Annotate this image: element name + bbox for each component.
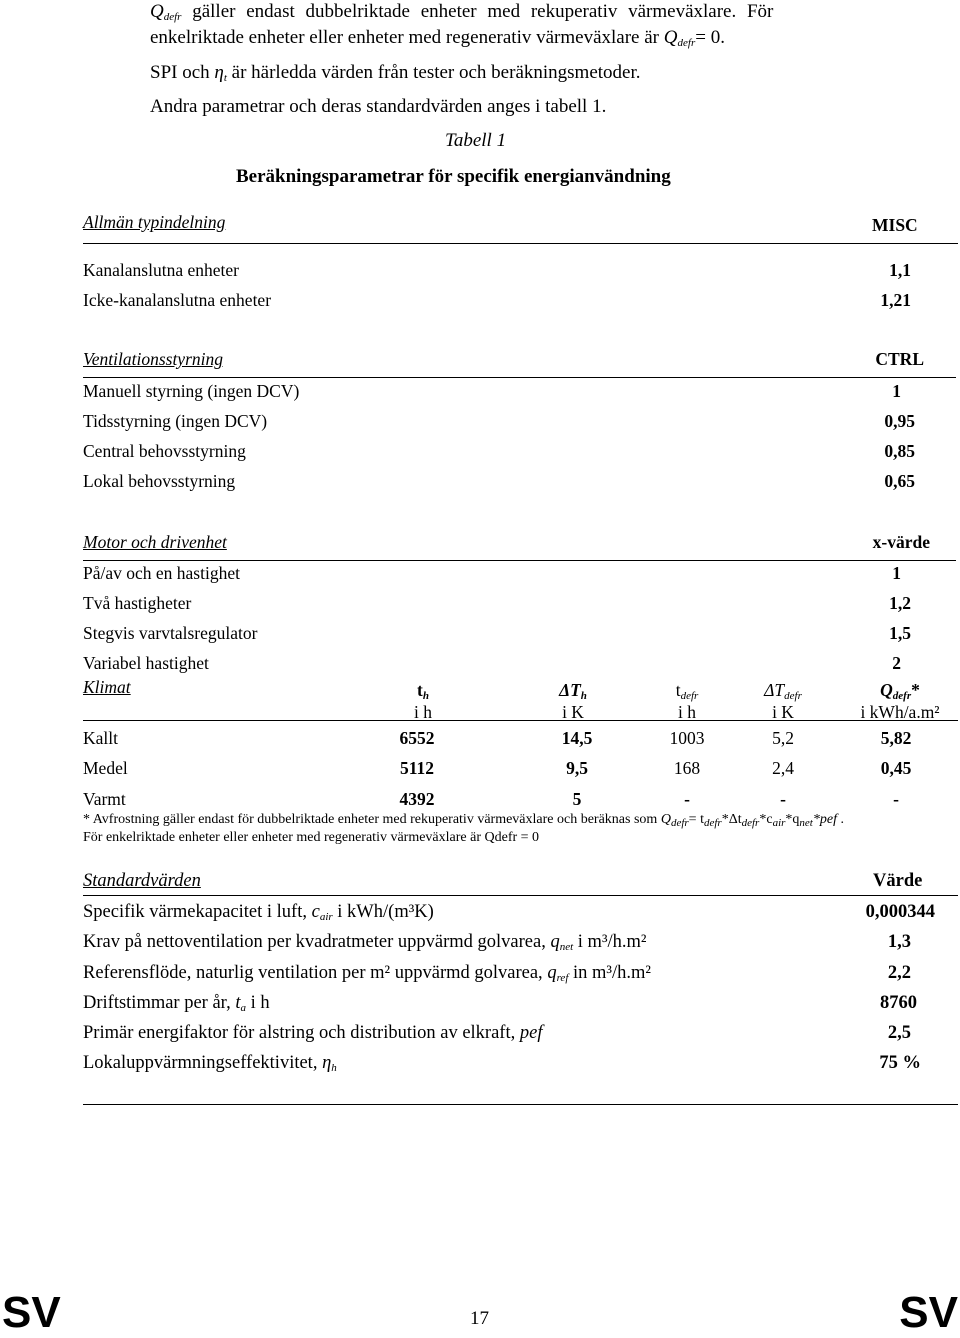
row-label: Tidsstyrning (ingen DCV) bbox=[83, 411, 268, 431]
climate-cell: 5 bbox=[572, 789, 582, 809]
standard-row bbox=[83, 1053, 943, 1081]
std-label: Driftstimmar per år, bbox=[83, 993, 236, 1013]
std-symbol: q bbox=[550, 932, 560, 952]
table-row bbox=[83, 563, 933, 589]
dtdefr-unit: i K bbox=[772, 702, 794, 722]
std-symbol: pef bbox=[519, 1023, 543, 1043]
tdefr-unit: i h bbox=[678, 702, 696, 722]
footnote-dt: *Δt bbox=[721, 812, 742, 827]
std-symbol: c bbox=[311, 902, 320, 922]
col-dtdefr-header bbox=[738, 680, 828, 723]
section-standard-col: Värde bbox=[873, 871, 923, 891]
std-symbol: t bbox=[235, 993, 241, 1013]
dth-symbol: ΔT bbox=[559, 680, 581, 700]
climate-cell: - bbox=[893, 789, 899, 809]
intro-text-1: gäller endast dubbelriktade enheter med rekuperativ värmeväxlare. För bbox=[181, 1, 774, 22]
q-defr-symbol-2: Q bbox=[663, 27, 678, 48]
row-label: Manuell styrning (ingen DCV) bbox=[83, 381, 300, 401]
std-subscript: ref bbox=[556, 972, 569, 984]
climate-row-label: Medel bbox=[83, 758, 128, 778]
standard-row bbox=[83, 1023, 943, 1051]
table-row bbox=[83, 471, 933, 497]
table-row bbox=[83, 593, 933, 619]
footnote-text: * Avfrostning gäller endast för dubbelriktade enheter med rekuperativ värmeväxlare och beräknas som bbox=[83, 812, 661, 827]
std-subscript: a bbox=[240, 1002, 246, 1014]
table-caption: Tabell 1 bbox=[445, 130, 507, 151]
row-label: Två hastigheter bbox=[83, 593, 192, 613]
q-defr-subscript: defr bbox=[163, 11, 182, 23]
divider bbox=[83, 1104, 958, 1105]
std-value: 1,3 bbox=[887, 932, 911, 952]
climate-cell: 2,4 bbox=[772, 758, 794, 778]
footer-lang-right: SV bbox=[899, 1288, 958, 1337]
section-standard-heading: Standardvärden bbox=[83, 871, 201, 891]
section-motor-heading: Motor och drivenhet bbox=[83, 532, 227, 552]
climate-cell: 1003 bbox=[669, 728, 705, 748]
eta-symbol: η bbox=[214, 62, 224, 83]
qdefr-star: * bbox=[911, 680, 920, 700]
climate-cell: 6552 bbox=[399, 728, 435, 748]
table-row bbox=[83, 441, 933, 467]
tdefr-subscript: defr bbox=[680, 690, 699, 702]
std-label: Referensflöde, naturlig ventilation per m² uppvärmd golvarea, bbox=[83, 963, 548, 983]
intro-text-3a: SPI och bbox=[150, 62, 215, 83]
divider bbox=[83, 895, 958, 896]
std-subscript: air bbox=[319, 911, 333, 923]
standard-row bbox=[83, 963, 943, 991]
climate-cell: 4392 bbox=[399, 789, 435, 809]
standard-row bbox=[83, 902, 943, 930]
footnote-q-net: *q bbox=[785, 812, 800, 827]
table-row bbox=[83, 411, 933, 437]
std-value: 2,2 bbox=[887, 963, 911, 983]
table-row bbox=[83, 381, 933, 407]
divider bbox=[83, 720, 958, 721]
row-value: 1 bbox=[892, 563, 901, 583]
row-value: 0,95 bbox=[884, 411, 915, 431]
std-label: Primär energifaktor för alstring och distribution av elkraft, bbox=[83, 1023, 520, 1043]
intro-line-2 bbox=[150, 26, 725, 55]
climate-row-label: Varmt bbox=[83, 789, 126, 809]
footnote-q: Q bbox=[660, 812, 671, 827]
section-general-col: MISC bbox=[872, 215, 918, 235]
climate-cell: - bbox=[780, 789, 786, 809]
page-number: 17 bbox=[470, 1308, 489, 1329]
climate-cell: 0,45 bbox=[880, 758, 912, 778]
intro-text-2-end: = 0. bbox=[695, 27, 725, 48]
row-label: Kanalanslutna enheter bbox=[83, 260, 239, 280]
row-value: 1,5 bbox=[889, 623, 911, 643]
dth-unit: i K bbox=[562, 702, 584, 722]
climate-cell: - bbox=[684, 789, 690, 809]
std-subscript: net bbox=[559, 941, 574, 953]
footnote-defrost: * Avfrostning gäller endast för dubbelriktade enheter med rekuperativ värmeväxlare och beräknas som $Q_{defr}= t_{defr}*\Delta t_{defr}*c_{air}*q_{net}*pef$ . bbox=[83, 812, 844, 829]
section-ventilation-col: CTRL bbox=[875, 349, 924, 369]
std-value: 2,5 bbox=[887, 1023, 911, 1043]
col-dth-header bbox=[528, 680, 618, 723]
intro-line-4: Andra parametrar och deras standardvärden anges i tabell 1. bbox=[150, 96, 607, 117]
row-label: Icke-kanalanslutna enheter bbox=[83, 290, 272, 310]
climate-cell: 5,2 bbox=[772, 728, 794, 748]
eta-subscript: t bbox=[223, 72, 227, 84]
dth-subscript: h bbox=[580, 690, 587, 702]
row-value: 0,85 bbox=[884, 441, 915, 461]
row-value: 2 bbox=[892, 653, 901, 673]
std-unit: in m³/h.m² bbox=[568, 963, 651, 983]
std-subscript: h bbox=[331, 1062, 337, 1074]
std-unit: i m³/h.m² bbox=[573, 932, 647, 952]
qdefr-unit: i kWh/a.m² bbox=[860, 702, 940, 722]
footnote-end: . bbox=[836, 812, 844, 827]
q-defr-symbol: Q bbox=[150, 1, 164, 22]
th-subscript: h bbox=[422, 690, 429, 702]
divider bbox=[83, 243, 958, 244]
std-symbol: q bbox=[547, 963, 557, 983]
row-value: 0,65 bbox=[884, 471, 915, 491]
row-label: Stegvis varvtalsregulator bbox=[83, 623, 258, 643]
table-row bbox=[83, 653, 933, 679]
climate-cell: 14,5 bbox=[561, 728, 593, 748]
row-value: 1 bbox=[892, 381, 901, 401]
qdefr-subscript: defr bbox=[892, 690, 912, 702]
th-unit: i h bbox=[414, 702, 432, 722]
table-title: Beräkningsparametrar för specifik energianvändning bbox=[236, 166, 671, 187]
row-label: Lokal behovsstyrning bbox=[83, 471, 236, 491]
std-label: Lokaluppvärmningseffektivitet, bbox=[83, 1053, 323, 1073]
footnote-c: *c bbox=[759, 812, 773, 827]
footnote-single: För enkelriktade enheter eller enheter med regenerativ värmeväxlare är Qdefr = 0 bbox=[83, 830, 540, 845]
row-label: Variabel hastighet bbox=[83, 653, 209, 673]
climate-cell: 5112 bbox=[399, 758, 435, 778]
section-general-heading: Allmän typindelning bbox=[83, 212, 226, 232]
standard-row bbox=[83, 993, 943, 1021]
climate-cell: 5,82 bbox=[880, 728, 912, 748]
footnote-eq: = t bbox=[688, 812, 704, 827]
section-motor-header bbox=[83, 532, 956, 561]
climate-row-label: Kallt bbox=[83, 728, 118, 748]
row-value: 1,1 bbox=[889, 260, 911, 280]
section-ventilation-header bbox=[83, 349, 956, 378]
col-tdefr-header bbox=[642, 680, 732, 723]
std-value: 8760 bbox=[880, 993, 917, 1013]
intro-text-2: enkelriktade enheter eller enheter med regenerativ värmeväxlare är bbox=[150, 27, 664, 48]
std-unit: i kWh/(m³K) bbox=[332, 902, 434, 922]
std-value: 0,000344 bbox=[865, 902, 935, 922]
table-row bbox=[83, 623, 933, 649]
intro-line-3 bbox=[150, 61, 641, 90]
row-label: Central behovsstyrning bbox=[83, 441, 246, 461]
std-value: 75 % bbox=[879, 1053, 921, 1073]
q-defr-subscript-2: defr bbox=[677, 37, 696, 49]
std-symbol: η bbox=[322, 1053, 332, 1073]
footer-lang-left: SV bbox=[2, 1288, 61, 1337]
row-value: 1,2 bbox=[889, 593, 911, 613]
section-climate-heading: Klimat bbox=[83, 677, 131, 697]
section-motor-col: x-värde bbox=[872, 532, 930, 552]
col-th-header bbox=[378, 680, 468, 723]
std-unit: i h bbox=[246, 993, 270, 1013]
intro-text-3b: är härledda värden från tester och beräkningsmetoder. bbox=[226, 62, 641, 83]
col-qdefr-header bbox=[846, 680, 954, 723]
standard-row bbox=[83, 932, 943, 960]
climate-cell: 168 bbox=[673, 758, 701, 778]
dtdefr-subscript: defr bbox=[784, 690, 802, 702]
table-row bbox=[83, 290, 933, 316]
qdefr-symbol: Q bbox=[880, 680, 893, 700]
tdefr-symbol: t bbox=[675, 680, 681, 700]
row-value: 1,21 bbox=[880, 290, 911, 310]
std-label: Specifik värmekapacitet i luft, bbox=[83, 902, 312, 922]
th-symbol: t bbox=[417, 680, 423, 700]
section-ventilation-heading: Ventilationsstyrning bbox=[83, 349, 223, 369]
dtdefr-symbol: ΔT bbox=[764, 680, 785, 700]
intro-line-1 bbox=[150, 0, 773, 29]
climate-cell: 9,5 bbox=[566, 758, 588, 778]
footnote-pef: *pef bbox=[812, 812, 837, 827]
row-label: På/av och en hastighet bbox=[83, 563, 240, 583]
std-label: Krav på nettoventilation per kvadratmeter uppvärmd golvarea, bbox=[83, 932, 551, 952]
table-row bbox=[83, 260, 933, 286]
